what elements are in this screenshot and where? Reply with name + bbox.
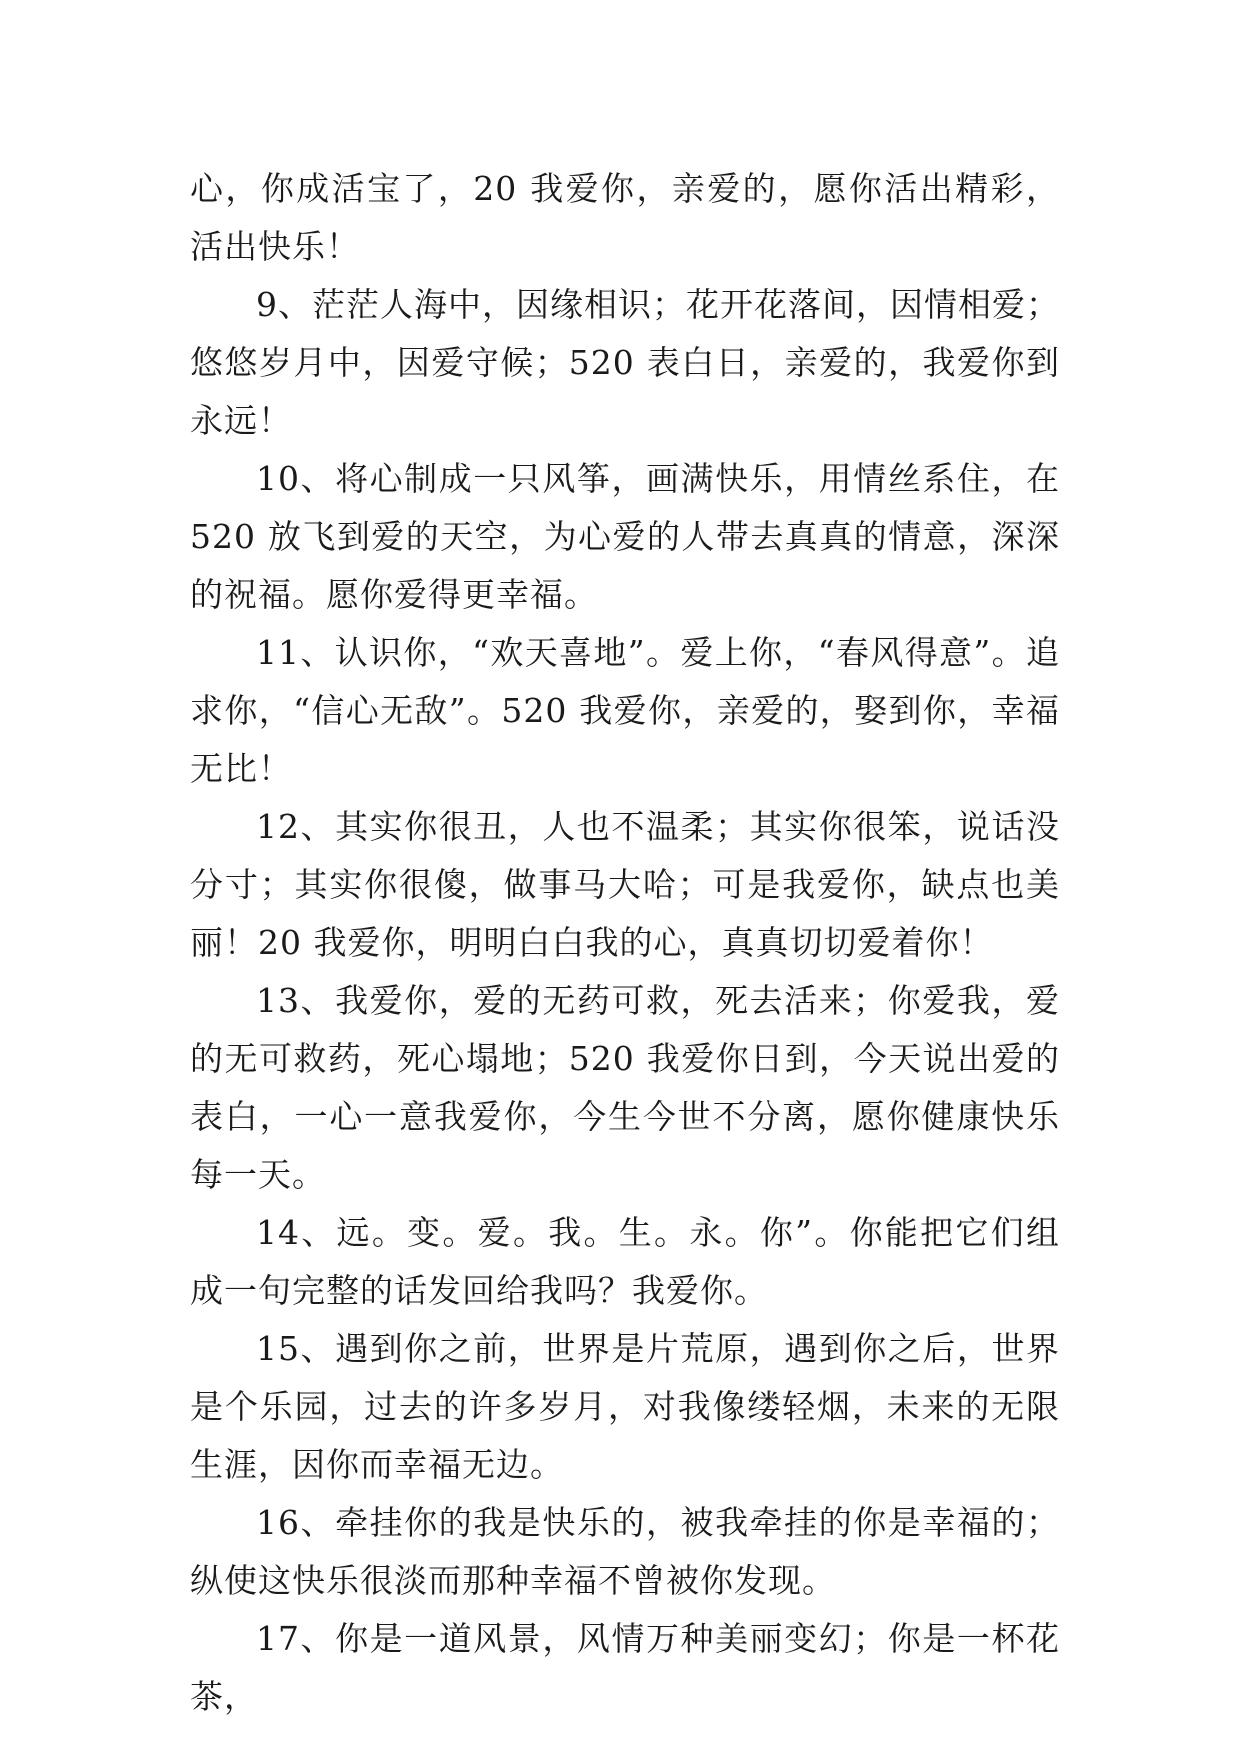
paragraph-continuation: 心，你成活宝了，20 我爱你，亲爱的，愿你活出精彩，活出快乐！ [190,169,1060,266]
paragraph-12: 12、其实你很丑，人也不温柔；其实你很笨，说话没分寸；其实你很傻，做事马大哈；可是我爱你，缺点也美丽！20 我爱你，明明白白我的心，真真切切爱着你！ [190,807,1060,962]
paragraph-15: 15、遇到你之前，世界是片荒原，遇到你之后，世界是个乐园，过去的许多岁月，对我像缕轻烟，未来的无限生涯，因你而幸福无边。 [190,1329,1060,1484]
paragraph-16: 16、牵挂你的我是快乐的，被我牵挂的你是幸福的；纵使这快乐很淡而那种幸福不曾被你发现。 [190,1503,1060,1600]
paragraph-11: 11、认识你，“欢天喜地”。爱上你，“春风得意”。追求你，“信心无敌”。520 我爱你，亲爱的，娶到你，幸福无比！ [190,633,1060,788]
paragraph-10: 10、将心制成一只风筝，画满快乐，用情丝系住，在 520 放飞到爱的天空，为心爱的人带去真真的情意，深深的祝福。愿你爱得更幸福。 [190,459,1060,614]
paragraph-17: 17、你是一道风景，风情万种美丽变幻；你是一杯花茶， [190,1619,1060,1716]
document-body [190,160,1060,1726]
paragraph-9: 9、茫茫人海中，因缘相识；花开花落间，因情相爱；悠悠岁月中，因爱守候；520 表白日，亲爱的，我爱你到永远！ [190,285,1060,440]
paragraph-14: 14、远。变。爱。我。生。永。你”。你能把它们组成一句完整的话发回给我吗？我爱你。 [190,1213,1060,1310]
paragraph-13: 13、我爱你，爱的无药可救，死去活来；你爱我，爱的无可救药，死心塌地；520 我爱你日到，今天说出爱的表白，一心一意我爱你，今生今世不分离，愿你健康快乐每一天。 [190,981,1060,1194]
